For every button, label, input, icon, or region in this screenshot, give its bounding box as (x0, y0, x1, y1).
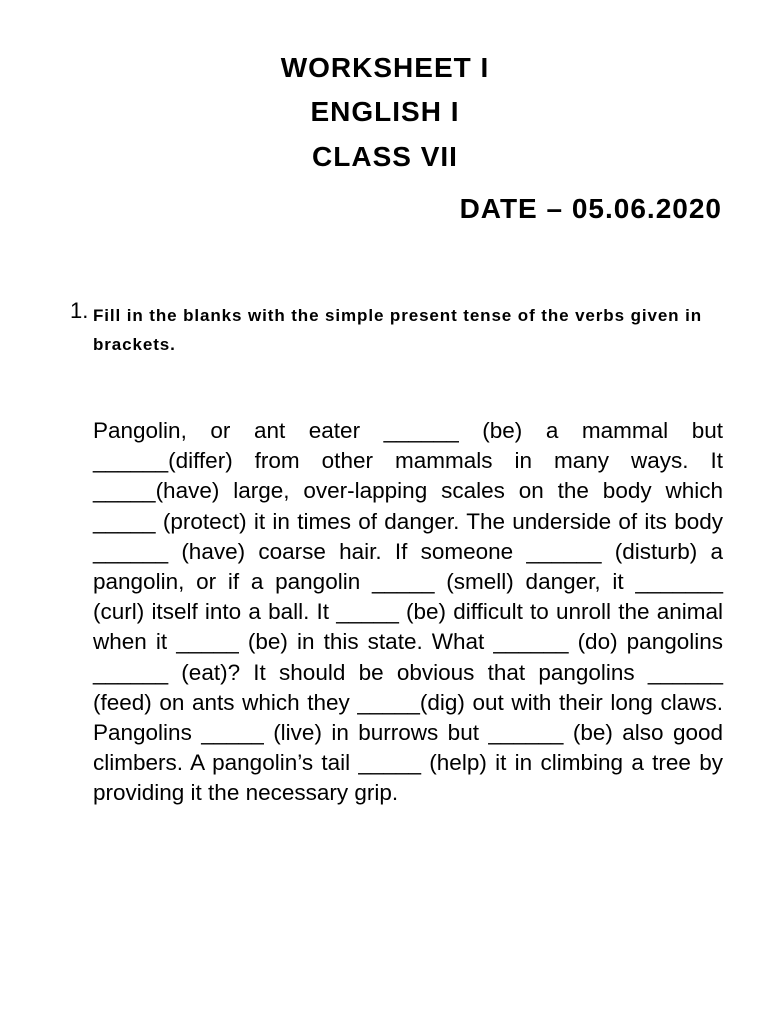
worksheet-date: DATE – 05.06.2020 (459, 193, 722, 224)
question-number: 1. (70, 298, 89, 323)
class-title: CLASS VII (312, 141, 458, 172)
question-instruction: Fill in the blanks with the simple present tense of the verbs given in brackets. (93, 306, 703, 354)
subject-title: ENGLISH I (310, 96, 460, 127)
fill-in-passage: Pangolin, or ant eater ______ (be) a mammal but ______(differ) from other mammals in many ways. It _____(have) large, over-lapping scales on the body which _____ (protect) it in times of danger. The underside of its body ______ (have) coarse hair. If someone ______ (disturb) a pangolin, or if a pangolin _____ (smell) danger, it _______ (curl) itself into a ball. It _____ (be) difficult to unroll the animal when it _____ (be) in this state. What ______ (do) pangolins ______ (eat)? It should be obvious that pangolins ______ (feed) on ants which they _____(dig) out with their long claws. Pangolins _____ (live) in burrows but ______ (be) also good climbers. A pangolin’s tail _____ (help) it in climbing a tree by providing it the necessary grip. (93, 418, 723, 806)
worksheet-title: WORKSHEET I (280, 52, 490, 83)
